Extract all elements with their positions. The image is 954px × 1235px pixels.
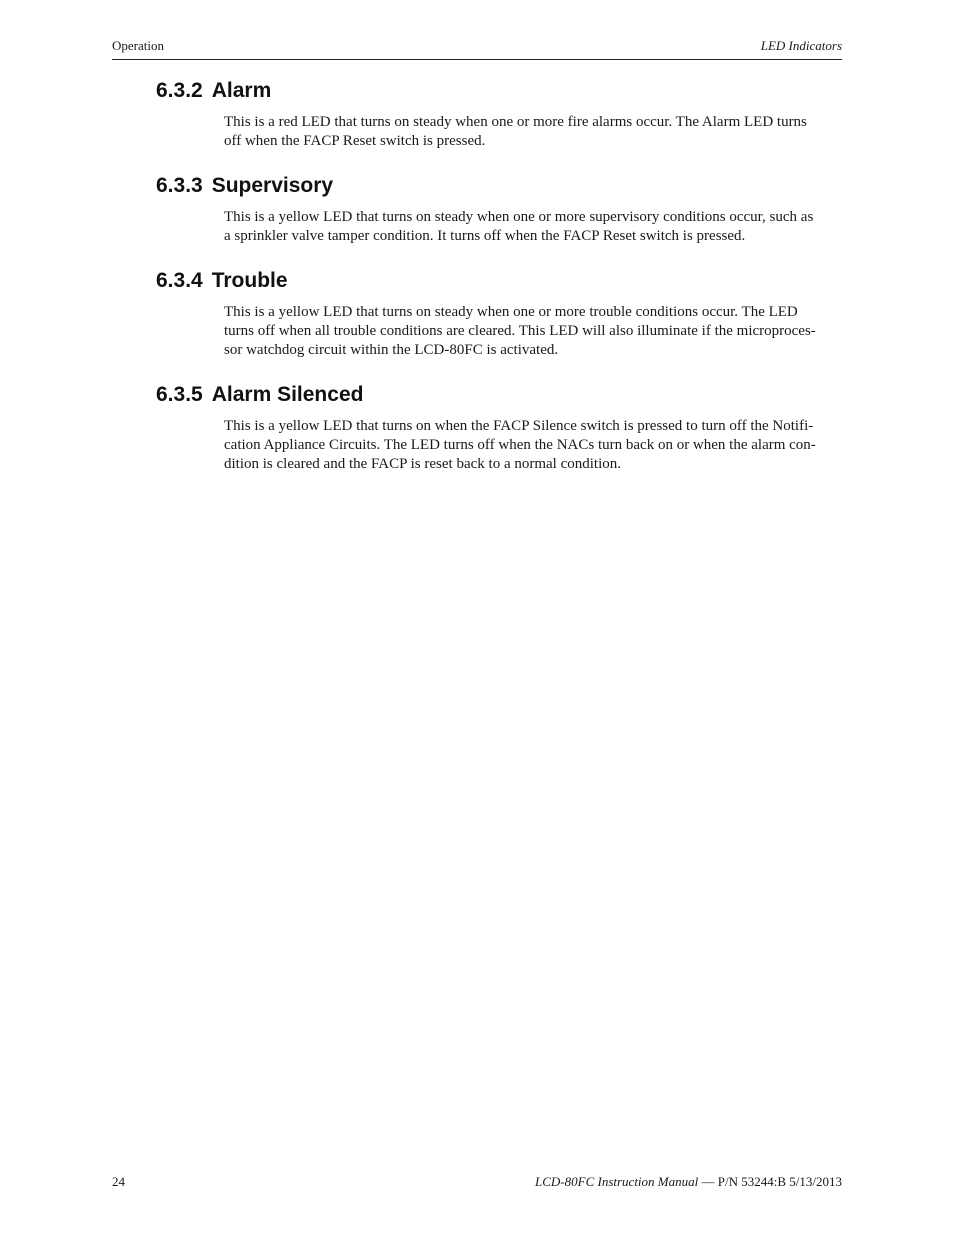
section-number: 6.3.4	[156, 269, 203, 292]
body-line: a sprinkler valve tamper condition. It turns off when the FACP Reset switch is pressed.	[224, 228, 746, 244]
body-line: cation Appliance Circuits. The LED turns off when the NACs turn back on or when the alarm con-	[224, 437, 816, 453]
section-body	[224, 417, 844, 474]
footer-document-info	[535, 1174, 842, 1190]
body-line: off when the FACP Reset switch is pressed.	[224, 133, 486, 149]
section-supervisory	[156, 174, 846, 246]
footer-manual-title: LCD-80FC Instruction Manual	[535, 1174, 699, 1189]
section-heading	[156, 269, 846, 293]
page-number: 24	[112, 1174, 125, 1189]
body-line: This is a yellow LED that turns on steady when one or more trouble conditions occur. The LED	[224, 304, 798, 320]
body-line: turns off when all trouble conditions are cleared. This LED will also illuminate if the microproces-	[224, 323, 816, 339]
section-number: 6.3.5	[156, 383, 203, 406]
body-line: sor watchdog circuit within the LCD-80FC is activated.	[224, 342, 559, 358]
header-section-title: LED Indicators	[760, 38, 842, 53]
body-line: dition is cleared and the FACP is reset back to a normal condition.	[224, 456, 621, 472]
section-heading	[156, 79, 846, 103]
section-heading	[156, 383, 846, 407]
section-body	[224, 208, 844, 246]
section-title: Alarm Silenced	[211, 383, 364, 406]
body-line: This is a yellow LED that turns on when the FACP Silence switch is pressed to turn off the Notifi-	[224, 418, 814, 434]
body-line: This is a yellow LED that turns on steady when one or more supervisory conditions occur, such as	[224, 209, 814, 225]
section-heading	[156, 174, 846, 198]
running-footer	[112, 1174, 842, 1192]
section-title: Supervisory	[211, 174, 334, 197]
section-title: Alarm	[211, 79, 272, 102]
section-alarm	[156, 79, 846, 151]
section-body	[224, 113, 844, 151]
section-body	[224, 303, 844, 360]
section-trouble	[156, 269, 846, 360]
running-header	[112, 38, 842, 60]
section-alarm-silenced	[156, 383, 846, 474]
section-title: Trouble	[211, 269, 288, 292]
section-number: 6.3.2	[156, 79, 203, 102]
body-line: This is a red LED that turns on steady when one or more fire alarms occur. The Alarm LED turns	[224, 114, 807, 130]
footer-part-info: — P/N 53244:B 5/13/2013	[698, 1174, 842, 1189]
header-chapter: Operation	[112, 38, 164, 53]
section-number: 6.3.3	[156, 174, 203, 197]
